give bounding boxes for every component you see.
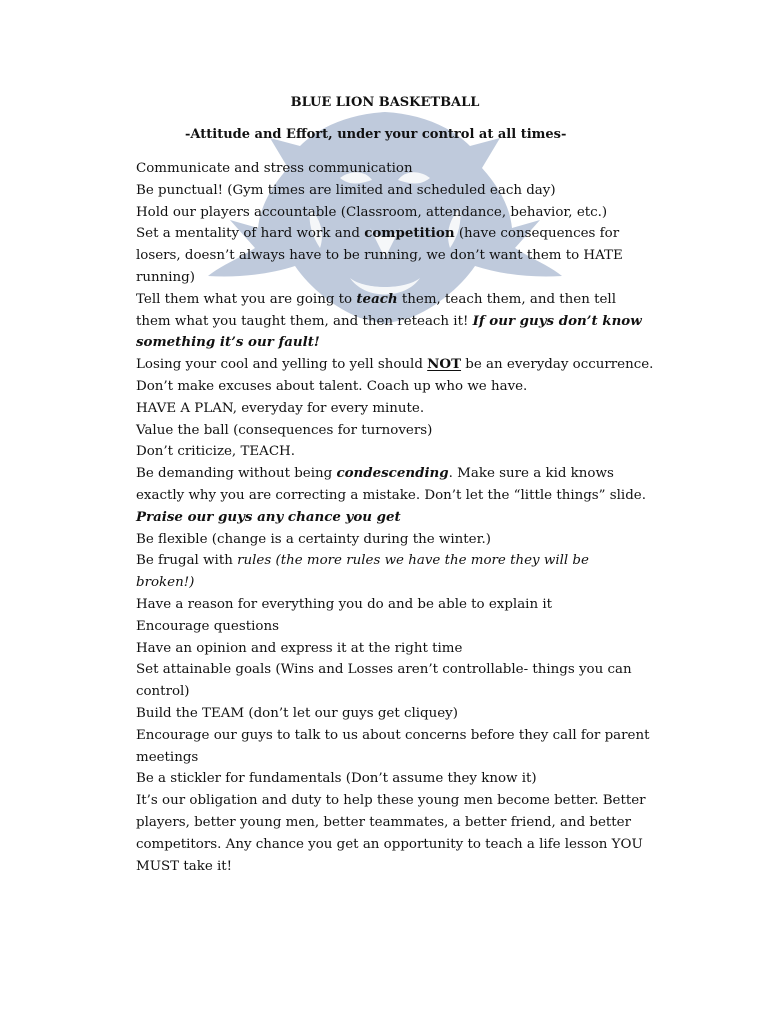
list-item xyxy=(136,550,696,594)
list-item xyxy=(136,659,696,703)
emphasis-text: NOT xyxy=(427,356,462,373)
emphasis-text: rules (the more rules we have the more they will be xyxy=(237,553,589,569)
guidelines-list xyxy=(136,158,696,877)
text-run: It’s our obligation and duty to help these young men become better. Better xyxy=(136,793,646,809)
page-subtitle: -Attitude and Effort, under your control at all times- xyxy=(185,127,567,142)
list-item: Hold our players accountable (Classroom, attendance, behavior, etc.) xyxy=(136,204,608,220)
list-item: Don’t criticize, TEACH. xyxy=(136,444,295,460)
list-item: Have an opinion and express it at the right time xyxy=(136,640,463,656)
text-run: running) xyxy=(136,269,195,285)
page-title: BLUE LION BASKETBALL xyxy=(290,95,480,110)
emphasis-text: condescending xyxy=(336,465,449,482)
text-run: control) xyxy=(136,684,190,700)
text-run: Encourage our guys to talk to us about concerns before they call for parent xyxy=(136,727,650,743)
text-run: (have consequences for xyxy=(454,226,620,242)
emphasis-text: If our guys don’t know xyxy=(472,312,642,329)
list-item: Build the TEAM (don’t let our guys get cliquey) xyxy=(136,705,458,721)
list-item: Be flexible (change is a certainty during the winter.) xyxy=(136,531,492,547)
text-run: Set attainable goals (Wins and Losses aren’t controllable- things you can xyxy=(136,662,632,678)
list-item: Be punctual! (Gym times are limited and scheduled each day) xyxy=(136,182,556,198)
text-run: competitors. Any chance you get an opportunity to teach a life lesson YOU xyxy=(136,836,643,852)
text-run: them what you taught them, and then reteach it! xyxy=(136,313,473,329)
text-run: Losing your cool and yelling to yell should xyxy=(136,357,428,373)
emphasis-text: broken!) xyxy=(136,575,195,591)
list-item: Value the ball (consequences for turnovers) xyxy=(136,422,433,438)
text-run: players, better young men, better teammates, a better friend, and better xyxy=(136,814,631,830)
list-item xyxy=(136,354,696,376)
list-item: Don’t make excuses about talent. Coach up who we have. xyxy=(136,378,528,394)
text-run: Be frugal with xyxy=(136,553,238,569)
text-run: be an everyday occurrence. xyxy=(461,357,654,373)
text-run: them, teach them, and then tell xyxy=(397,291,616,307)
list-item: Praise our guys any chance you get xyxy=(136,508,401,525)
list-item: Encourage questions xyxy=(136,618,279,634)
text-run: meetings xyxy=(136,749,199,765)
list-item xyxy=(136,790,696,877)
list-item: Have a reason for everything you do and be able to explain it xyxy=(136,596,553,612)
list-item xyxy=(136,289,696,354)
list-item xyxy=(136,223,696,288)
text-run: Set a mentality of hard work and xyxy=(136,226,365,242)
list-item xyxy=(136,725,696,769)
text-run: losers, doesn’t always have to be running, we don’t want them to HATE xyxy=(136,248,623,264)
emphasis-text: something it’s our fault! xyxy=(136,334,320,351)
text-run: Be demanding without being xyxy=(136,466,337,482)
text-run: Tell them what you are going to xyxy=(136,291,357,307)
emphasis-text: teach xyxy=(356,290,398,307)
text-run: MUST take it! xyxy=(136,858,233,874)
emphasis-text: competition xyxy=(364,225,455,242)
text-run: . Make sure a kid knows xyxy=(448,466,614,482)
list-item: Communicate and stress communication xyxy=(136,161,413,176)
list-item: HAVE A PLAN, everyday for every minute. xyxy=(136,400,425,416)
list-item: Be a stickler for fundamentals (Don’t assume they know it) xyxy=(136,771,537,787)
list-item xyxy=(136,463,696,507)
text-run: exactly why you are correcting a mistake. Don’t let the “little things” slide. xyxy=(136,487,646,503)
